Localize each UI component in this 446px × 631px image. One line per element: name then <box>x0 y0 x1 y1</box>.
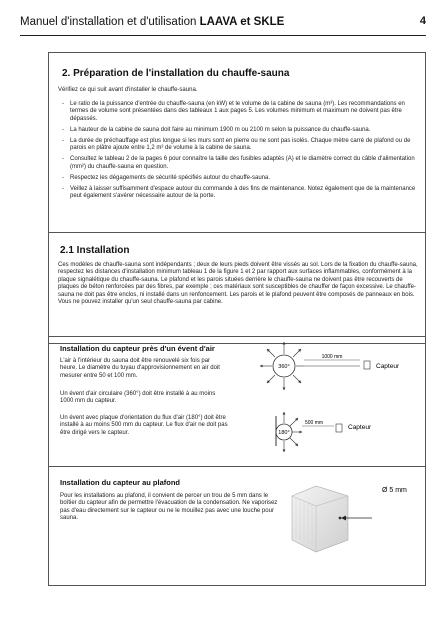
sensor-2-label: Capteur <box>348 424 372 431</box>
sensor-icon <box>336 424 342 432</box>
sensor-air-vent-heading: Installation du capteur près d'un évent d'air <box>60 344 215 353</box>
sensor-housing-image <box>292 486 348 552</box>
hole-diameter-label: Ø 5 mm <box>382 487 407 494</box>
sensor-air-vent-paragraph-3: Un évent avec plaque d'orientation du flux d'air (180°) doit être installé à au moins 500 mm du capteur. Le flux d'air ne doit pas être dirigé vers le capteur. <box>60 415 228 436</box>
section-2-heading: 2. Préparation de l'installation du chauffe-sauna <box>62 68 290 79</box>
prerequisites-list <box>62 101 422 204</box>
list-item: - Veillez à laisser suffisamment d'espace autour du commande à des fins de maintenance. Notez également que de la maintenance peut également s'avérer nécessaire autour de la porte. <box>62 186 422 201</box>
title-prefix: Manuel d'installation et d'utilisation <box>20 16 200 28</box>
vent-360-label: 360° <box>278 364 290 370</box>
ceiling-sensor-figure <box>286 478 426 578</box>
sensor-ceiling-body: Pour les installations au plafond, il convient de percer un trou de 5 mm dans le boîtier du capteur afin de permettre l'évacuation de la condensation. Ne vaporisez pas d'eau directement sur le capteur ou ne le mouillez pas avec une louche pour sauna. <box>60 493 278 522</box>
page-number: 4 <box>419 15 426 27</box>
section-2-1-body: Ces modèles de chauffe-sauna sont indépendants ; deux de leurs pieds doivent être vissés au sol. Lors de la fixation du chauffe-sauna, respectez les distances d'installation minimum tableau 1 de la figure 1 et 2 par rapport aux surfaces inflammables, conformément à la plaque signalétique du chauffe-sauna. Le plafond et les parois situées derrière le chauffe-sauna ne doivent pas être recouverts de plaques de béton renforcées par des fibres, par exemple ; ces matériaux sont susceptibles de chauffer de façon excessive. Le chauffe-sauna ne doit pas être enclos, ni installé dans un renfoncement. Les parois et le plafond peuvent être composés de panneaux en bois. Vous ne pouvez installer qu'un seul chauffe-sauna par cabine. <box>58 262 418 306</box>
list-item: - Consultez le tableau 2 de la pages 6 pour connaître la taille des fusibles adaptés (A) et le diamètre correct du câble d'alimentation (mm²) du chauffe-sauna en question. <box>62 156 422 171</box>
section-2-1-heading: 2.1 Installation <box>60 245 130 256</box>
vent-distance-diagram <box>240 338 426 464</box>
distance-500-label: 500 mm <box>304 420 324 426</box>
drain-hole-icon <box>339 517 342 520</box>
distance-1000-label: 1000 mm <box>321 354 343 360</box>
sensor-air-vent-paragraph-1: L'air à l'intérieur du sauna doit être renouvelé six fois par heure. Le diamètre du tuyau d'approvisionnement en air doit mesurer entre 50 et 100 mm. <box>60 358 220 379</box>
list-item: - Le ratio de la puissance d'entrée du chauffe-sauna (en kW) et le volume de la cabine de sauna (m³). Les recommandations en termes de volume sont présentées dans des tableaux 1 aux pages 5. Les volumes minimum et maximum ne doivent pas être dépassés. <box>62 101 422 123</box>
list-item: - La hauteur de la cabine de sauna doit faire au minimum 1900 m ou 2100 m selon la puissance du chauffe-sauna. <box>62 127 422 134</box>
sensor-1-label: Capteur <box>376 363 400 370</box>
sensor-icon <box>364 361 370 369</box>
list-item: - La durée de préchauffage est plus longue si les murs sont en pierre ou ne sont pas isolés. Chaque mètre carré de plafond ou de parois en plâtre ajoute entre 1,2 m² de volume à la cabine de sauna. <box>62 138 422 153</box>
list-item: - Respectez les dégagements de sécurité spécifiés autour du chauffe-sauna. <box>62 175 422 182</box>
title-model-names: LAAVA et SKLE <box>199 16 285 28</box>
document-title <box>20 16 284 28</box>
sensor-ceiling-heading: Installation du capteur au plafond <box>60 478 181 487</box>
section-2-intro: Vérifiez ce qui suit avant d'installer le chauffe-sauna. <box>58 87 198 93</box>
page-header <box>20 12 426 36</box>
vent-180-label: 180° <box>278 430 290 436</box>
sensor-air-vent-paragraph-2: Un évent d'air circulaire (360°) doit être installé à au moins 1000 mm du capteur. <box>60 391 216 405</box>
